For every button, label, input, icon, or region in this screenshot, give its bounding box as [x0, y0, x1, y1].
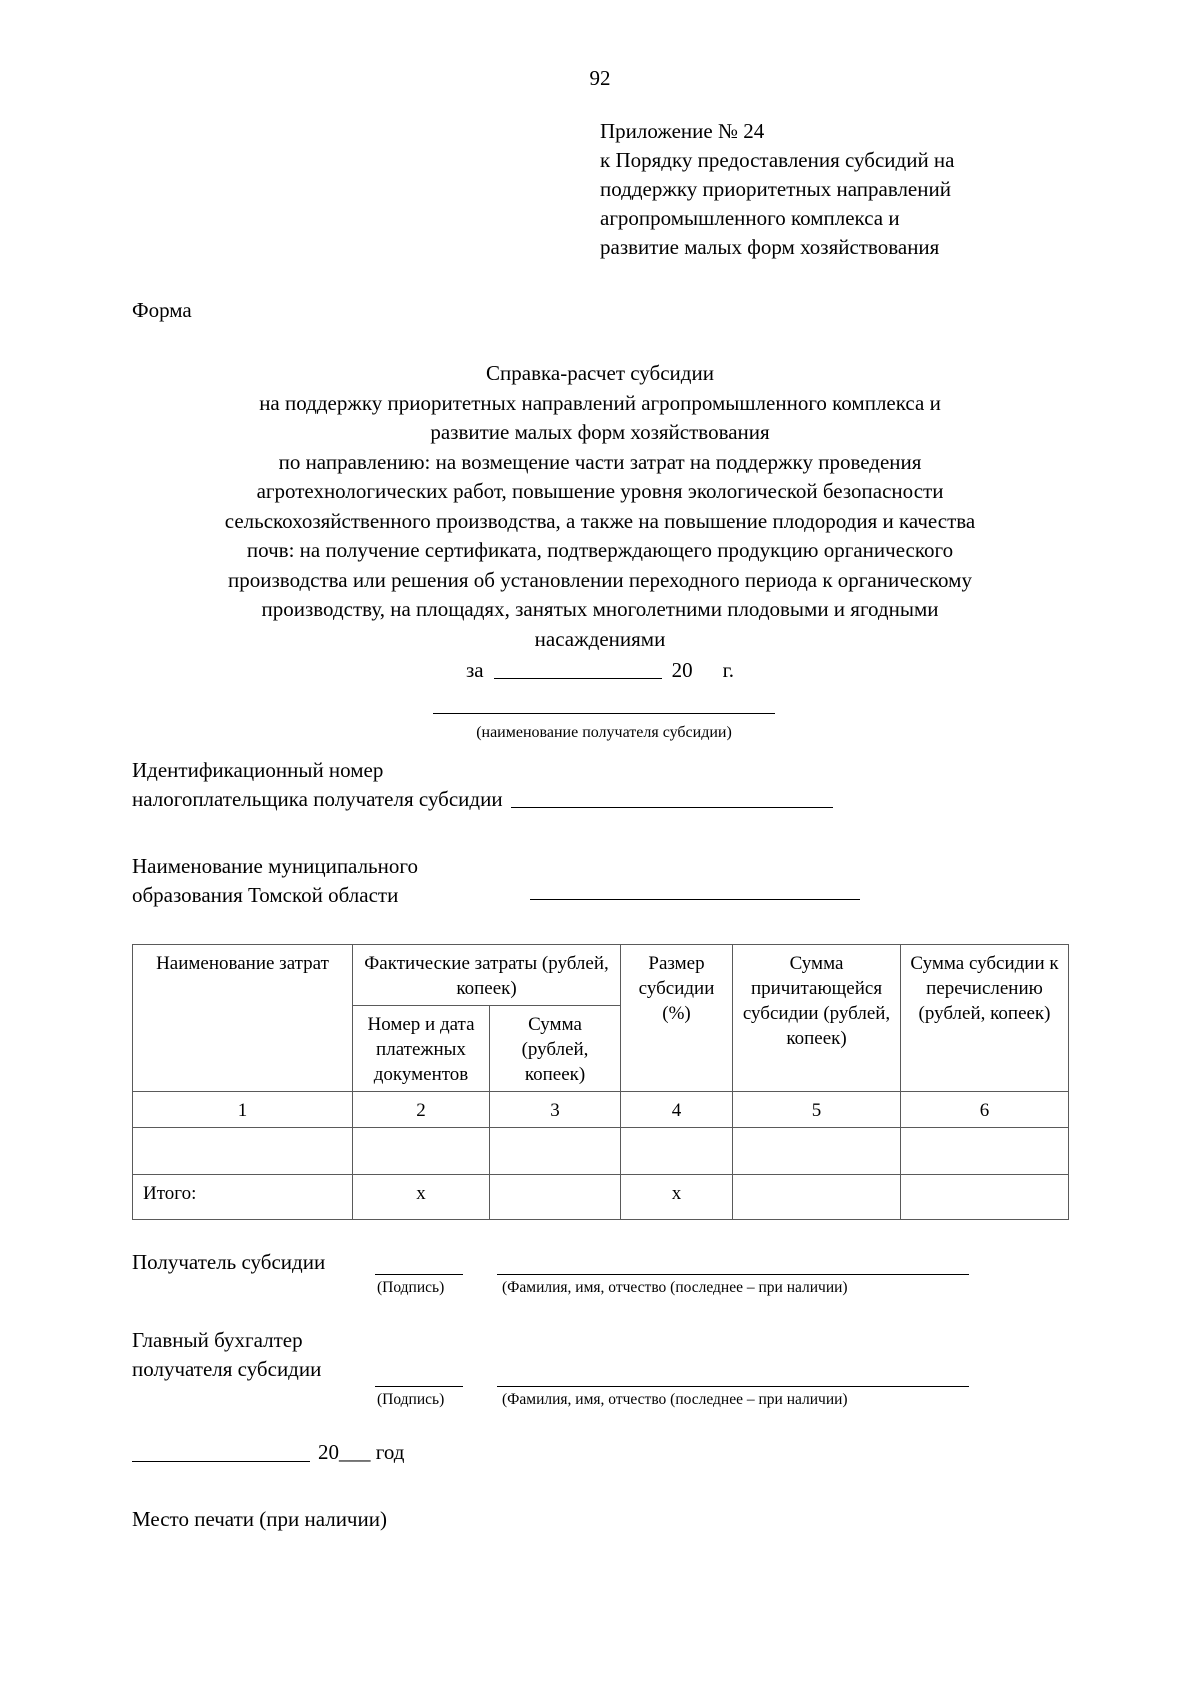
total-label: Итого:: [133, 1175, 353, 1220]
table-row[interactable]: [133, 1128, 1069, 1175]
header-cost-name: Наименование затрат: [133, 945, 353, 1092]
period-year-suffix: г.: [722, 658, 735, 683]
signature-caption-recipient: (Подпись): [377, 1279, 445, 1297]
page-content: [132, 0, 1068, 1534]
header-subsidy-due: Сумма причитающейся субсидии (рублей, копеек): [733, 945, 901, 1092]
period-input[interactable]: [494, 659, 662, 679]
appendix-line-4: агропромышленного комплекса и: [600, 206, 900, 231]
signature-caption-accountant: (Подпись): [377, 1391, 445, 1409]
total-subsidy-transfer[interactable]: [901, 1175, 1069, 1220]
cell-doc-number-date[interactable]: [353, 1128, 490, 1175]
signature-input-accountant[interactable]: [375, 1386, 463, 1387]
header-doc-number-date: Номер и дата платежных документов: [353, 1006, 490, 1092]
cell-subsidy-transfer[interactable]: [901, 1128, 1069, 1175]
fullname-caption-accountant: (Фамилия, имя, отчество (последнее – при наличии): [502, 1391, 848, 1409]
signature-row-recipient: [132, 1244, 1068, 1306]
cell-subsidy-rate[interactable]: [621, 1128, 733, 1175]
appendix-line-5: развитие малых форм хозяйствования: [600, 235, 940, 260]
title-line-9: производству, на площадях, занятых многолетними плодовыми и ягодными: [261, 597, 939, 622]
recipient-name-input[interactable]: [433, 711, 775, 714]
municipality-input[interactable]: [530, 899, 860, 900]
title-line-6: сельскохозяйственного производства, а также на повышение плодородия и качества: [224, 508, 976, 533]
municipality-label-line2: образования Томской области: [132, 883, 399, 908]
taxpayer-id-label-line2: налогоплательщика получателя субсидии: [132, 787, 503, 812]
title-line-5: агротехнологических работ, повышение уровня экологической безопасности: [256, 479, 944, 504]
form-label: Форма: [132, 298, 192, 323]
municipality-label-line1: Наименование муниципального: [132, 854, 418, 879]
taxpayer-id-input[interactable]: [511, 791, 833, 808]
title-line-8: производства или решения об установлении переходного периода к органическому: [228, 567, 972, 592]
col-number-5: 5: [733, 1092, 901, 1128]
fullname-input-recipient[interactable]: [497, 1274, 969, 1275]
subsidy-calculation-table: [132, 944, 1069, 1220]
seal-note: Место печати (при наличии): [132, 1507, 387, 1532]
cell-cost-name[interactable]: [133, 1128, 353, 1175]
header-actual-costs: Фактические затраты (рублей, копеек): [353, 945, 621, 1006]
document-title-block: [132, 359, 1068, 654]
col-number-2: 2: [353, 1092, 490, 1128]
total-subsidy-due[interactable]: [733, 1175, 901, 1220]
municipality-block: [132, 852, 1068, 910]
cell-doc-sum[interactable]: [490, 1128, 621, 1175]
title-line-2: на поддержку приоритетных направлений агропромышленного комплекса и: [259, 390, 941, 415]
signature-role-recipient: Получатель субсидии: [132, 1250, 326, 1275]
table-total-row: [133, 1175, 1069, 1220]
appendix-line-2: к Порядку предоставления субсидий на: [600, 148, 955, 173]
footer-date-year-label: год: [375, 1440, 405, 1465]
total-subsidy-rate: х: [621, 1175, 733, 1220]
signature-role-accountant: [132, 1326, 321, 1384]
footer-date-input[interactable]: [132, 1445, 310, 1462]
taxpayer-id-label-line1: Идентификационный номер: [132, 758, 384, 783]
cell-subsidy-due[interactable]: [733, 1128, 901, 1175]
signature-block: [132, 1244, 1068, 1534]
header-subsidy-rate: Размер субсидии (%): [621, 945, 733, 1092]
signature-role-accountant-line2: получателя субсидии: [132, 1357, 322, 1382]
col-number-1: 1: [133, 1092, 353, 1128]
period-line: [132, 656, 1068, 685]
signature-row-accountant: [132, 1326, 1068, 1418]
signature-role-accountant-line1: Главный бухгалтер: [132, 1328, 303, 1353]
footer-date-year: 20___: [318, 1440, 371, 1465]
fullname-caption-recipient: (Фамилия, имя, отчество (последнее – при наличии): [502, 1279, 848, 1297]
signature-input-recipient[interactable]: [375, 1274, 463, 1275]
recipient-name-caption: (наименование получателя субсидии): [476, 724, 732, 742]
total-doc-number-date: х: [353, 1175, 490, 1220]
col-number-6: 6: [901, 1092, 1069, 1128]
table-header-row-1: [133, 945, 1069, 1006]
header-subsidy-transfer: Сумма субсидии к перечислению (рублей, копеек): [901, 945, 1069, 1092]
footer-date-line: [132, 1438, 1068, 1467]
page-number: 92: [589, 66, 611, 90]
col-number-3: 3: [490, 1092, 621, 1128]
period-label: за: [465, 658, 484, 683]
table-numbering-row: [133, 1092, 1069, 1128]
header-doc-sum: Сумма (рублей, копеек): [490, 1006, 621, 1092]
appendix-reference-block: [600, 117, 1068, 262]
period-year-prefix: 20: [671, 658, 693, 683]
title-line-7: почв: на получение сертификата, подтверждающего продукцию органического: [246, 538, 954, 563]
appendix-line-3: поддержку приоритетных направлений: [600, 177, 951, 202]
col-number-4: 4: [621, 1092, 733, 1128]
total-doc-sum[interactable]: [490, 1175, 621, 1220]
title-line-4: по направлению: на возмещение части затрат на поддержку проведения: [278, 449, 922, 474]
appendix-title: Приложение № 24: [600, 119, 765, 144]
fullname-input-accountant[interactable]: [497, 1386, 969, 1387]
title-line-3: развитие малых форм хозяйствования: [430, 420, 770, 445]
title-line-1: Справка-расчет субсидии: [486, 361, 714, 386]
title-line-10: насаждениями: [534, 626, 666, 651]
recipient-name-row: [132, 701, 1068, 719]
taxpayer-id-block: [132, 756, 1068, 814]
